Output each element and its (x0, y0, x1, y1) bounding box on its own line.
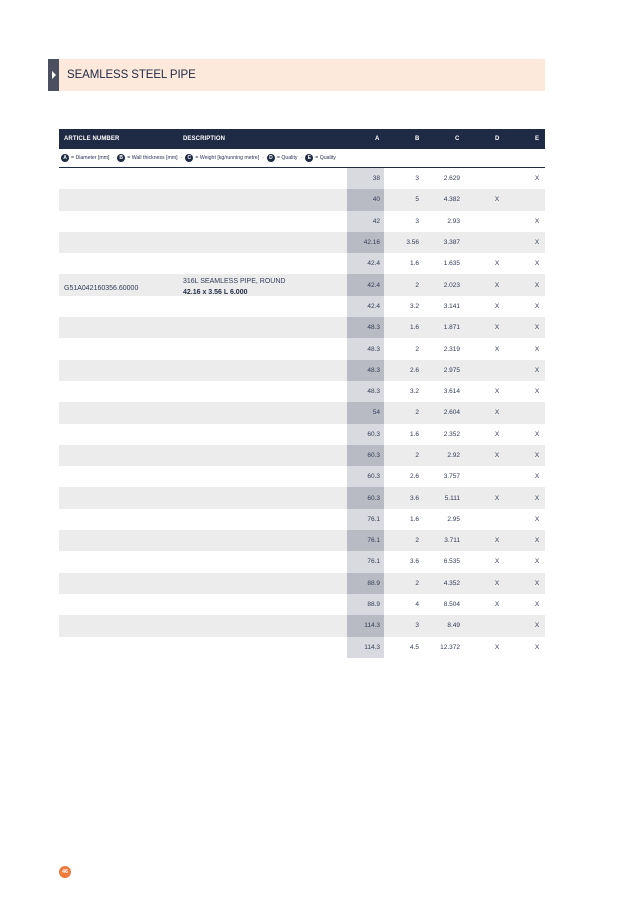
legend-item (117, 154, 177, 162)
legend-key-badge: C (185, 154, 193, 162)
cell-quality-d: X (494, 281, 500, 289)
legend-text: = Weight [kg/running metre] (195, 155, 260, 161)
table-body (59, 168, 545, 658)
cell-weight: 6.535 (443, 558, 460, 566)
cell-weight: 2.604 (443, 409, 460, 417)
header-b: B (415, 136, 420, 142)
table-row (59, 445, 545, 466)
cell-weight: 12.372 (440, 643, 460, 651)
cell-wall-thickness: 1.6 (409, 260, 419, 268)
cell-quality-d (492, 466, 502, 487)
cell-weight: 3.711 (444, 537, 460, 545)
cell-quality-e: X (534, 473, 540, 481)
cell-weight: 4.352 (443, 579, 460, 587)
cell-diameter: 76.1 (347, 509, 384, 530)
cell-wall-thickness: 1.6 (409, 430, 419, 438)
cell-quality-d (492, 360, 502, 381)
article-number: G51A042160356.60000 (64, 285, 139, 292)
cell-wall-thickness: 2 (415, 281, 419, 289)
legend-key-badge: D (267, 154, 275, 162)
cell-weight: 5.111 (444, 494, 460, 502)
cell-weight: 2.975 (443, 366, 460, 374)
cell-quality-d: X (494, 409, 500, 417)
cell-weight: 2.352 (443, 430, 460, 438)
legend-key-badge: A (61, 154, 69, 162)
cell-diameter: 54 (347, 402, 384, 423)
header-article-number: ARTICLE NUMBER (64, 136, 120, 142)
description-line-1: 316L SEAMLESS PIPE, ROUND (183, 278, 286, 285)
table-row (59, 530, 545, 551)
cell-diameter: 42.16 (347, 232, 384, 253)
legend-item (61, 154, 109, 162)
header-d: D (495, 136, 500, 142)
legend-item (185, 154, 259, 162)
header-c: C (455, 136, 460, 142)
cell-diameter: 38 (347, 168, 384, 189)
cell-wall-thickness: 3.2 (409, 302, 419, 310)
cell-quality-d: X (494, 345, 500, 353)
cell-wall-thickness: 2.6 (409, 366, 419, 374)
cell-quality-e: X (534, 430, 540, 438)
cell-diameter: 60.3 (347, 445, 384, 466)
page-number: 46 (59, 866, 71, 878)
cell-wall-thickness: 1.6 (409, 324, 419, 332)
cell-quality-d: X (494, 643, 500, 651)
cell-weight: 1.635 (443, 260, 460, 268)
table-row (59, 594, 545, 615)
cell-quality-e: X (534, 558, 540, 566)
legend-separator: - (262, 155, 264, 161)
header-description: DESCRIPTION (183, 136, 226, 142)
cell-quality-e (532, 189, 542, 210)
cell-wall-thickness: 3 (415, 175, 419, 183)
legend-item (267, 154, 298, 162)
cell-weight: 2.93 (447, 217, 460, 225)
legend-text: = Quality (276, 155, 298, 161)
legend-item (305, 154, 336, 162)
legend-text: = Quality (315, 155, 336, 161)
table-row (59, 381, 545, 402)
table-row (59, 424, 545, 445)
legend-key-badge: E (305, 154, 313, 162)
cell-quality-d: X (494, 324, 500, 332)
cell-wall-thickness: 2 (415, 409, 419, 417)
pipe-table (59, 129, 545, 658)
cell-quality-d: X (494, 558, 500, 566)
table-row (59, 168, 545, 189)
table-row (59, 637, 545, 658)
cell-quality-e: X (534, 622, 540, 630)
cell-diameter: 42 (347, 211, 384, 232)
cell-weight: 2.629 (443, 175, 460, 183)
cell-wall-thickness: 2 (415, 452, 419, 459)
table-row (59, 338, 545, 359)
table-row (59, 317, 545, 338)
cell-diameter: 76.1 (347, 551, 384, 572)
description-line-2: 42.16 x 3.56 L 6.000 (183, 289, 248, 296)
cell-quality-d: X (494, 388, 500, 396)
header-e: E (535, 136, 540, 142)
cell-weight: 2.95 (447, 515, 460, 523)
cell-quality-e: X (534, 239, 540, 247)
section-banner (48, 59, 545, 91)
cell-quality-e: X (534, 345, 540, 353)
table-row (59, 232, 545, 253)
cell-diameter: 60.3 (347, 466, 384, 487)
cell-quality-e: X (534, 515, 540, 523)
cell-quality-e: X (534, 579, 540, 587)
cell-diameter: 88.9 (347, 594, 384, 615)
cell-weight: 8.49 (447, 622, 460, 630)
cell-weight: 3.387 (443, 239, 460, 247)
legend-text: = Diameter [mm] (71, 155, 110, 161)
cell-weight: 2.023 (443, 281, 460, 289)
cell-weight: 1.871 (443, 324, 460, 332)
legend-text: = Wall thickness [mm] (127, 155, 178, 161)
cell-quality-d: X (494, 196, 500, 204)
table-row (59, 551, 545, 572)
cell-quality-e: X (534, 302, 540, 310)
cell-quality-d: X (494, 601, 500, 609)
cell-quality-e: X (534, 494, 540, 502)
table-row (59, 509, 545, 530)
cell-quality-d: X (494, 430, 500, 438)
cell-quality-e: X (534, 217, 540, 225)
cell-diameter: 48.3 (347, 338, 384, 359)
cell-quality-d: X (494, 537, 500, 545)
cell-wall-thickness: 2 (415, 537, 419, 545)
cell-wall-thickness: 3 (415, 622, 419, 630)
cell-weight: 8.504 (443, 601, 460, 609)
cell-quality-e: X (534, 281, 540, 289)
legend-separator: - (112, 155, 115, 161)
header-a: A (375, 136, 380, 142)
cell-quality-d (492, 615, 502, 636)
cell-wall-thickness: 3.6 (409, 558, 419, 566)
cell-wall-thickness: 3.2 (409, 388, 419, 396)
cell-wall-thickness: 4.5 (409, 643, 419, 651)
cell-quality-d (492, 168, 502, 189)
cell-quality-d (492, 232, 502, 253)
cell-diameter: 42.4 (347, 253, 384, 274)
cell-quality-e: X (534, 537, 540, 545)
cell-weight: 3.614 (443, 388, 460, 396)
table-row (59, 253, 545, 274)
legend-separator: - (300, 155, 303, 161)
description (183, 276, 285, 298)
cell-quality-e: X (534, 601, 540, 609)
cell-diameter: 40 (347, 189, 384, 210)
table-row (59, 487, 545, 508)
cell-diameter: 48.3 (347, 317, 384, 338)
cell-wall-thickness: 3 (415, 217, 419, 225)
cell-wall-thickness: 2 (415, 579, 419, 587)
cell-quality-e: X (534, 324, 540, 332)
cell-quality-e: X (534, 366, 540, 374)
cell-quality-d: X (494, 452, 500, 459)
cell-wall-thickness: 5 (415, 196, 419, 204)
table-row (59, 573, 545, 594)
cell-quality-e (532, 402, 542, 423)
table-row (59, 296, 545, 317)
cell-quality-e: X (534, 175, 540, 183)
cell-wall-thickness: 3.56 (406, 239, 419, 247)
caret-right-icon (48, 59, 59, 91)
cell-diameter: 114.3 (347, 637, 384, 658)
cell-quality-e: X (534, 643, 540, 651)
table-row (59, 615, 545, 636)
cell-weight: 4.382 (443, 196, 460, 204)
table-header (59, 129, 545, 149)
table-row (59, 189, 545, 210)
cell-quality-e: X (534, 260, 540, 268)
table-row (59, 402, 545, 423)
cell-quality-d: X (494, 579, 500, 587)
cell-diameter: 42.4 (347, 274, 384, 295)
cell-quality-d: X (494, 302, 500, 310)
cell-diameter: 76.1 (347, 530, 384, 551)
cell-weight: 3.141 (443, 302, 460, 310)
cell-weight: 3.757 (443, 473, 460, 481)
cell-diameter: 48.3 (347, 360, 384, 381)
cell-diameter: 88.9 (347, 573, 384, 594)
cell-diameter: 48.3 (347, 381, 384, 402)
cell-diameter: 60.3 (347, 424, 384, 445)
cell-quality-d (492, 509, 502, 530)
cell-wall-thickness: 4 (415, 601, 419, 609)
cell-quality-e: X (534, 452, 540, 459)
cell-quality-d: X (494, 494, 500, 502)
cell-diameter: 114.3 (347, 615, 384, 636)
cell-weight: 2.319 (443, 345, 460, 353)
cell-wall-thickness: 2 (415, 345, 419, 353)
table-legend (59, 149, 545, 168)
cell-diameter: 42.4 (347, 296, 384, 317)
cell-quality-d: X (494, 260, 500, 268)
table-row (59, 466, 545, 487)
legend-separator: - (180, 155, 183, 161)
cell-quality-d (492, 211, 502, 232)
legend-key-badge: B (117, 154, 125, 162)
cell-diameter: 60.3 (347, 487, 384, 508)
cell-wall-thickness: 1.6 (409, 515, 419, 523)
cell-quality-e: X (534, 388, 540, 396)
cell-wall-thickness: 3.6 (409, 494, 419, 502)
table-row (59, 211, 545, 232)
cell-weight: 2.92 (447, 452, 460, 459)
table-row (59, 360, 545, 381)
section-title: SEAMLESS STEEL PIPE (67, 69, 196, 81)
cell-wall-thickness: 2.6 (409, 473, 419, 481)
